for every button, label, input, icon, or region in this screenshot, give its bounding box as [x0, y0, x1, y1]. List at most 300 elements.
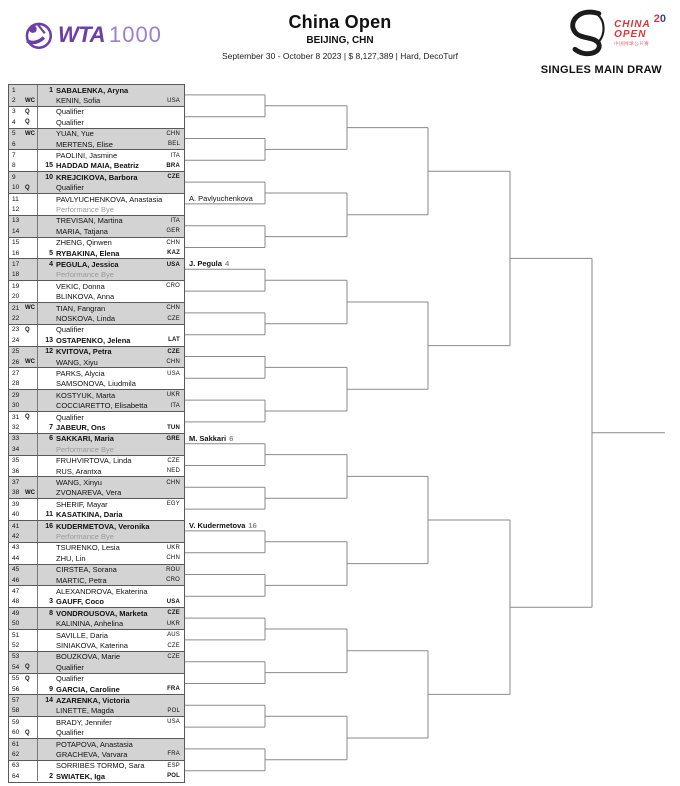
- player-country: ITA: [170, 152, 180, 159]
- player-name: GRACHEVA, Varvara: [56, 749, 128, 759]
- tournament-location: BEIJING, CHN: [306, 35, 374, 46]
- player-name: SAMSONOVA, Liudmila: [56, 379, 136, 389]
- row-left-cell: [9, 248, 38, 258]
- round2-winner-label: A. Pavlyuchenkova: [189, 193, 253, 203]
- row-left-cell: [9, 303, 38, 313]
- row-left-cell: [9, 313, 38, 323]
- row-left-cell: [9, 630, 38, 640]
- draw-row: [9, 619, 184, 629]
- player-name: BLINKOVA, Anna: [56, 292, 115, 302]
- player-name: POTAPOVA, Anastasia: [56, 739, 133, 749]
- draw-row: [9, 684, 184, 694]
- player-name: KREJCIKOVA, Barbora: [56, 172, 138, 182]
- match-block: [8, 258, 185, 281]
- player-name: YUAN, Yue: [56, 129, 94, 139]
- player-position: 51: [12, 631, 20, 639]
- player-country: CHN: [166, 479, 180, 486]
- match-block: [8, 106, 185, 129]
- player-position: 62: [12, 750, 20, 758]
- row-left-cell: [9, 347, 38, 357]
- player-name: HADDAD MAIA, Beatriz: [56, 161, 139, 171]
- match-block: [8, 128, 185, 151]
- match-block: [8, 738, 185, 761]
- draw-row: [9, 117, 184, 127]
- player-name: MARTIC, Petra: [56, 575, 107, 585]
- row-left-cell: [9, 456, 38, 466]
- row-left-cell: [9, 259, 38, 269]
- row-left-cell: [9, 531, 38, 541]
- player-name: SAKKARI, Maria: [56, 434, 114, 444]
- player-name: Performance Bye: [56, 532, 114, 542]
- china-open-line2: OPEN: [614, 29, 647, 40]
- player-country: POL: [167, 773, 180, 780]
- player-position: 20: [12, 293, 20, 301]
- entry-tag: WC: [25, 130, 35, 137]
- row-left-cell: [9, 204, 38, 214]
- player-position: 16: [12, 249, 20, 257]
- player-name: NOSKOVA, Linda: [56, 314, 116, 324]
- draw-row: [9, 543, 184, 553]
- player-seed: 6: [49, 435, 53, 443]
- row-left-cell: [9, 412, 38, 422]
- player-position: 53: [12, 653, 20, 661]
- player-name: BOUZKOVA, Marie: [56, 652, 121, 662]
- player-seed: 16: [45, 522, 53, 530]
- player-seed: 4: [49, 261, 53, 269]
- player-seed: 11: [45, 511, 53, 519]
- player-name: KALININA, Anhelina: [56, 619, 124, 629]
- draw-row: [9, 303, 184, 313]
- row-left-cell: [9, 434, 38, 444]
- draw-row: [9, 674, 184, 684]
- player-country: BEL: [168, 141, 180, 148]
- row-left-cell: [9, 695, 38, 705]
- row-left-cell: [9, 749, 38, 759]
- player-country: UKR: [166, 544, 180, 551]
- draw-row: [9, 129, 184, 139]
- match-block: [8, 411, 185, 434]
- player-seed: 14: [45, 697, 53, 704]
- match-block: [8, 542, 185, 565]
- draw-row: [9, 248, 184, 258]
- draw-row: [9, 401, 184, 411]
- entry-tag: WC: [25, 97, 35, 104]
- draw-row: [9, 216, 184, 226]
- row-left-cell: [9, 335, 38, 345]
- row-left-cell: [9, 390, 38, 400]
- row-left-cell: [9, 543, 38, 553]
- player-name: FRUHVIRTOVA, Linda: [56, 456, 132, 466]
- row-left-cell: [9, 379, 38, 389]
- draw-row: [9, 347, 184, 357]
- player-position: 28: [12, 380, 20, 388]
- draw-row: [9, 281, 184, 291]
- player-position: 15: [12, 239, 20, 247]
- draw-row: [9, 630, 184, 640]
- player-country: USA: [167, 97, 180, 104]
- row-left-cell: [9, 674, 38, 684]
- draw-row: [9, 368, 184, 378]
- draw-row: [9, 499, 184, 509]
- row-left-cell: [9, 586, 38, 596]
- player-position: 58: [12, 707, 20, 715]
- draw-row: [9, 553, 184, 563]
- player-position: 48: [12, 598, 20, 606]
- player-country: USA: [166, 598, 180, 605]
- player-position: 33: [12, 435, 20, 443]
- player-position: 36: [12, 467, 20, 475]
- player-position: 17: [12, 261, 20, 269]
- player-country: ROU: [166, 566, 180, 573]
- player-position: 41: [12, 522, 20, 530]
- player-name: OSTAPENKO, Jelena: [56, 335, 131, 345]
- player-position: 49: [12, 609, 20, 617]
- player-name: BRADY, Jennifer: [56, 717, 112, 727]
- draw-row: [9, 313, 184, 323]
- draw-row: [9, 85, 184, 95]
- player-name: ZHENG, Qinwen: [56, 238, 112, 248]
- draw-type-label: SINGLES MAIN DRAW: [540, 64, 662, 76]
- player-country: UKR: [166, 620, 180, 627]
- draw-row: [9, 379, 184, 389]
- player-country: CZE: [167, 653, 180, 660]
- draw-row: [9, 194, 184, 204]
- player-name: SORRIBES TORMO, Sara: [56, 761, 145, 771]
- match-block: [8, 498, 185, 521]
- draw-row: [9, 335, 184, 345]
- player-country: CRO: [166, 577, 180, 584]
- player-seed: 5: [49, 249, 53, 257]
- player-name: WANG, Xinyu: [56, 478, 102, 488]
- row-left-cell: [9, 706, 38, 716]
- player-name: GAUFF, Coco: [56, 597, 104, 607]
- row-left-cell: [9, 761, 38, 771]
- player-name: Qualifier: [56, 728, 84, 738]
- entry-tag: Q: [25, 184, 30, 191]
- player-position: 4: [12, 118, 16, 126]
- player-position: 64: [12, 772, 20, 780]
- player-position: 43: [12, 544, 20, 552]
- row-left-cell: [9, 510, 38, 520]
- match-block: [8, 280, 185, 303]
- player-country: CHN: [166, 130, 180, 137]
- player-country: ESP: [167, 762, 180, 769]
- draw-row: [9, 771, 184, 781]
- player-position: 10: [12, 184, 20, 192]
- player-country: CRO: [166, 283, 180, 290]
- player-country: USA: [166, 261, 180, 268]
- round2-winner-label: V. Kudermetova 16: [189, 520, 257, 530]
- player-position: 47: [12, 588, 20, 596]
- player-position: 60: [12, 729, 20, 737]
- match-block: [8, 237, 185, 260]
- player-country: CZE: [167, 348, 180, 355]
- draw-row: [9, 477, 184, 487]
- player-position: 63: [12, 762, 20, 770]
- row-left-cell: [9, 401, 38, 411]
- row-left-cell: [9, 597, 38, 607]
- match-block: [8, 302, 185, 325]
- draw-row: [9, 238, 184, 248]
- draw-row: [9, 357, 184, 367]
- match-block: [8, 564, 185, 587]
- player-seed: 3: [49, 598, 53, 606]
- player-country: CHN: [166, 555, 180, 562]
- row-left-cell: [9, 325, 38, 335]
- player-seed: 7: [49, 424, 53, 432]
- player-country: TUN: [167, 424, 180, 431]
- player-country: CHN: [166, 359, 180, 366]
- player-name: JABEUR, Ons: [56, 423, 106, 433]
- draw-row: [9, 739, 184, 749]
- draw-row: [9, 204, 184, 214]
- player-country: FRA: [167, 751, 180, 758]
- round2-winner-label: J. Pegula 4: [189, 259, 230, 269]
- player-position: 30: [12, 402, 20, 410]
- player-position: 59: [12, 718, 20, 726]
- player-name: SABALENKA, Aryna: [56, 85, 129, 95]
- player-position: 56: [12, 685, 20, 693]
- row-left-cell: [9, 281, 38, 291]
- player-name: Performance Bye: [56, 205, 114, 215]
- player-name: SAVILLE, Daria: [56, 630, 108, 640]
- player-name: KENIN, Sofia: [56, 96, 101, 106]
- row-left-cell: [9, 565, 38, 575]
- row-left-cell: [9, 194, 38, 204]
- draw-row: [9, 640, 184, 650]
- player-country: GRE: [166, 435, 180, 442]
- match-block: [8, 476, 185, 499]
- player-country: EGY: [166, 501, 180, 508]
- match-block: [8, 607, 185, 630]
- row-left-cell: [9, 150, 38, 160]
- player-position: 31: [12, 413, 20, 421]
- draw-row: [9, 139, 184, 149]
- player-position: 14: [12, 227, 20, 235]
- tournament-details: September 30 - October 8 2023 | $ 8,127,389 | Hard, DecoTurf: [221, 51, 459, 61]
- wta-wordmark: WTA: [58, 22, 105, 47]
- draw-row: [9, 488, 184, 498]
- row-left-cell: [9, 662, 38, 672]
- player-name: SINIAKOVA, Katerina: [56, 641, 128, 650]
- player-position: 12: [12, 206, 20, 214]
- row-left-cell: [9, 553, 38, 563]
- player-country: UKR: [166, 392, 180, 399]
- player-position: 9: [12, 173, 16, 181]
- row-left-cell: [9, 238, 38, 248]
- match-block: [8, 455, 185, 478]
- row-left-cell: [9, 139, 38, 149]
- row-left-cell: [9, 488, 38, 498]
- player-position: 6: [12, 140, 16, 148]
- player-name: Qualifier: [56, 183, 84, 193]
- player-country: USA: [167, 370, 180, 377]
- row-left-cell: [9, 368, 38, 378]
- player-position: 2: [12, 97, 16, 105]
- player-name: SHERIF, Mayar: [56, 499, 108, 509]
- player-position: 35: [12, 457, 20, 465]
- player-name: VEKIC, Donna: [56, 281, 105, 291]
- draw-row: [9, 292, 184, 302]
- player-position: 13: [12, 217, 20, 225]
- player-seed: 13: [45, 336, 53, 344]
- player-position: 22: [12, 315, 20, 323]
- row-left-cell: [9, 652, 38, 662]
- player-name: RUS, Arantxa: [56, 466, 102, 476]
- draw-row: [9, 597, 184, 607]
- tournament-title: China Open: [288, 12, 392, 32]
- player-name: Performance Bye: [56, 444, 114, 454]
- match-block: [8, 215, 185, 238]
- match-block: [8, 673, 185, 696]
- player-name: Qualifier: [56, 117, 84, 127]
- draw-row: [9, 95, 184, 105]
- player-position: 18: [12, 271, 20, 279]
- row-left-cell: [9, 444, 38, 454]
- player-name: Qualifier: [56, 325, 84, 335]
- player-position: 54: [12, 663, 20, 671]
- row-left-cell: [9, 717, 38, 727]
- match-block: [8, 84, 185, 107]
- entry-tag: WC: [25, 489, 35, 496]
- player-position: 24: [12, 336, 20, 344]
- player-name: Qualifier: [56, 107, 84, 117]
- row-left-cell: [9, 270, 38, 280]
- row-left-cell: [9, 422, 38, 432]
- draw-row: [9, 259, 184, 269]
- player-name: PAOLINI, Jasmine: [56, 151, 118, 161]
- wta-1000-text: 1000: [108, 22, 162, 47]
- player-position: 29: [12, 391, 20, 399]
- player-country: ITA: [170, 217, 180, 224]
- player-name: ZHU, Lin: [56, 553, 86, 563]
- draw-row: [9, 325, 184, 335]
- player-name: Qualifier: [56, 674, 84, 684]
- row-left-cell: [9, 129, 38, 139]
- player-position: 50: [12, 620, 20, 628]
- draw-row: [9, 695, 184, 705]
- match-block: [8, 171, 185, 194]
- player-name: KASATKINA, Daria: [56, 510, 123, 520]
- player-name: TREVISAN, Martina: [56, 216, 123, 226]
- row-left-cell: [9, 728, 38, 738]
- player-position: 39: [12, 500, 20, 508]
- row-left-cell: [9, 771, 38, 781]
- player-country: CZE: [167, 315, 180, 322]
- player-country: CZE: [167, 457, 180, 464]
- player-position: 8: [12, 162, 16, 170]
- player-name: PARKS, Alycia: [56, 369, 105, 379]
- draw-row: [9, 107, 184, 117]
- draw-row: [9, 749, 184, 759]
- draw-row: [9, 531, 184, 541]
- player-position: 7: [12, 152, 16, 160]
- player-name: Qualifier: [56, 662, 84, 672]
- draw-row: [9, 390, 184, 400]
- match-block: [8, 694, 185, 717]
- player-country: CHN: [166, 305, 180, 312]
- row-left-cell: [9, 161, 38, 171]
- entry-tag: Q: [25, 326, 30, 333]
- draw-row: [9, 706, 184, 716]
- player-position: 45: [12, 566, 20, 574]
- player-position: 3: [12, 108, 16, 116]
- match-block: [8, 520, 185, 543]
- match-block: [8, 149, 185, 172]
- player-name: TSURENKO, Lesia: [56, 543, 120, 553]
- row-left-cell: [9, 521, 38, 531]
- player-position: 37: [12, 479, 20, 487]
- entry-tag: Q: [25, 119, 30, 126]
- row-left-cell: [9, 95, 38, 105]
- player-country: USA: [167, 719, 180, 726]
- match-block: [8, 760, 185, 783]
- player-seed: 1: [49, 86, 53, 94]
- draw-row: [9, 172, 184, 182]
- player-name: MARIA, Tatjana: [56, 226, 108, 236]
- draw-row: [9, 575, 184, 585]
- row-left-cell: [9, 739, 38, 749]
- player-name: WANG, Xiyu: [56, 357, 98, 367]
- player-position: 1: [12, 86, 16, 94]
- row-left-cell: [9, 357, 38, 367]
- player-seed: 10: [45, 173, 53, 181]
- draw-row: [9, 150, 184, 160]
- player-seed: 15: [45, 162, 53, 170]
- player-position: 26: [12, 358, 20, 366]
- draw-row: [9, 608, 184, 618]
- draw-row: [9, 586, 184, 596]
- draw-row: [9, 510, 184, 520]
- row-left-cell: [9, 292, 38, 302]
- draw-row: [9, 652, 184, 662]
- player-country: GER: [166, 228, 180, 235]
- player-position: 34: [12, 445, 20, 453]
- row-left-cell: [9, 640, 38, 650]
- row-left-cell: [9, 107, 38, 117]
- anniversary-20-badge: 20: [653, 13, 666, 25]
- player-position: 21: [12, 304, 20, 312]
- player-name: CIRSTEA, Sorana: [56, 565, 117, 575]
- player-country: FRA: [167, 686, 180, 693]
- draw-row: [9, 521, 184, 531]
- match-block: [8, 585, 185, 608]
- match-block: [8, 193, 185, 216]
- player-seed: 12: [45, 348, 53, 356]
- player-country: CZE: [167, 642, 180, 649]
- player-position: 38: [12, 489, 20, 497]
- player-name: COCCIARETTO, Elisabetta: [56, 401, 148, 411]
- player-name: GARCIA, Caroline: [56, 684, 120, 694]
- player-position: 5: [12, 130, 16, 138]
- player-country: ITA: [170, 402, 180, 409]
- player-position: 32: [12, 424, 20, 432]
- draw-row: [9, 434, 184, 444]
- match-block: [8, 629, 185, 652]
- player-position: 61: [12, 740, 20, 748]
- draw-row: [9, 565, 184, 575]
- draw-row: [9, 161, 184, 171]
- player-name: PEGULA, Jessica: [56, 260, 119, 270]
- player-name: Performance Bye: [56, 270, 114, 280]
- player-name: KOSTYUK, Marta: [56, 390, 116, 400]
- player-name: ALEXANDROVA, Ekaterina: [56, 587, 148, 597]
- player-country: LAT: [168, 337, 180, 344]
- player-name: AZARENKA, Victoria: [56, 696, 130, 705]
- player-name: KUDERMETOVA, Veronika: [56, 521, 150, 531]
- match-block: [8, 346, 185, 369]
- match-block: [8, 389, 185, 412]
